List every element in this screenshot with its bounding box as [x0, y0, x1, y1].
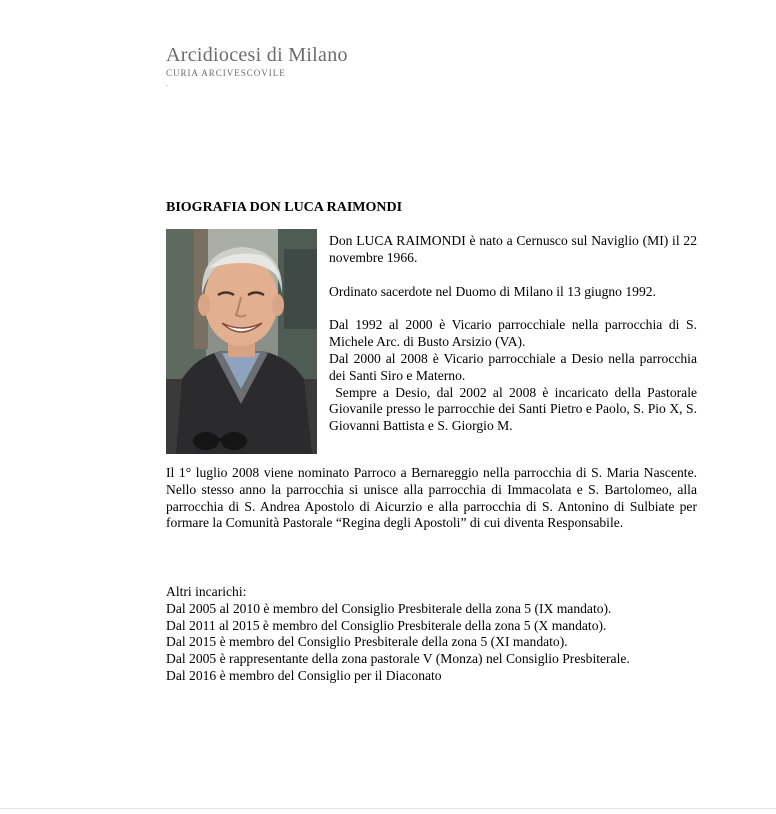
birth-paragraph: Don LUCA RAIMONDI è nato a Cernusco sul Naviglio (MI) il 22 novembre 1966.	[329, 233, 697, 265]
parish-paragraph: Il 1° luglio 2008 viene nominato Parroco a Bernareggio nella parrocchia di S. Maria Nascente. Nello stesso anno la parrocchia si unisce alla parrocchia di Immacolata e S. Bartolomeo, alla parrocchia di S. Andrea Apostolo di Aicurzio e alla parrocchia di S. Antonino di Sulbiate per formare la Comunità Pastorale “Regina degli Apostoli” di cui diventa Responsabile.	[166, 465, 697, 531]
other-roles-section	[166, 584, 697, 685]
other-roles-heading: Altri incarichi:	[166, 584, 247, 599]
parish-paragraph-block	[166, 465, 697, 532]
career-paragraph-3: Sempre a Desio, dal 2002 al 2008 è incaricato della Pastorale Giovanile presso le parrocchie dei Santi Pietro e Paolo, S. Pio X, S. Giovanni Battista e S. Giorgio M.	[329, 384, 701, 434]
letterhead-title: Arcidiocesi di Milano	[166, 44, 348, 66]
other-role-item: Dal 2016 è membro del Consiglio per il Diaconato	[166, 667, 442, 683]
portrait-photo-image	[166, 229, 317, 454]
other-role-item: Dal 2005 è rappresentante della zona pastorale V (Monza) nel Consiglio Presbiterale.	[166, 651, 630, 667]
other-role-item: Dal 2011 al 2015 è membro del Consiglio Presbiterale della zona 5 (X mandato).	[166, 617, 607, 633]
other-role-item: Dal 2005 al 2010 è membro del Consiglio Presbiterale della zona 5 (IX mandato).	[166, 600, 612, 616]
portrait-photo	[166, 229, 317, 454]
ordination-paragraph: Ordinato sacerdote nel Duomo di Milano il 13 giugno 1992.	[329, 283, 656, 299]
career-paragraph-2: Dal 2000 al 2008 è Vicario parrocchiale a Desio nella parrocchia dei Santi Siro e Materno.	[329, 350, 697, 383]
letterhead	[166, 44, 348, 88]
page-bottom-divider	[0, 808, 776, 809]
letterhead-subtitle: CURIA ARCIVESCOVILE	[166, 68, 286, 78]
career-paragraph-1: Dal 1992 al 2000 è Vicario parrocchiale nella parrocchia di S. Michele Arc. di Busto Arsizio (VA).	[329, 317, 697, 350]
other-role-item: Dal 2015 è membro del Consiglio Presbiterale della zona 5 (XI mandato).	[166, 634, 568, 650]
biography-intro	[329, 233, 701, 435]
document-title: BIOGRAFIA DON LUCA RAIMONDI	[166, 200, 403, 215]
letterhead-dot: .	[166, 79, 168, 88]
